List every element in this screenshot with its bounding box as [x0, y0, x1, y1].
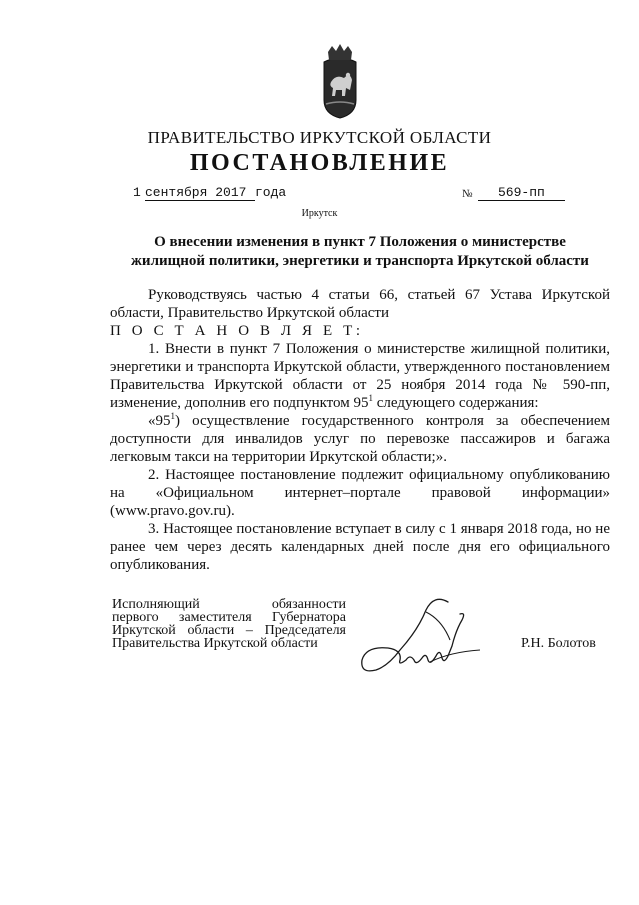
item-2-line: на «Официальном интернет–портале правовой информации» — [110, 485, 610, 501]
place-of-issue: Иркутск — [301, 208, 338, 219]
preamble-paragraph: Руководствуясь частью 4 статьи 66, статьей 67 Устава Иркутской области, Правительство Иркутской области — [110, 287, 610, 321]
signer-name: Р.Н. Болотов — [521, 636, 596, 651]
document-body — [110, 286, 610, 574]
signer-position — [112, 598, 346, 650]
item-3-paragraph: 3. Настоящее постановление вступает в силу с 1 января 2018 года, но не ранее чем через десять календарных дней после дня его официального опубликования. — [110, 521, 610, 573]
signer-position-line: Иркутской области – Председателя — [112, 623, 346, 638]
item-2-line: 2. Настоящее постановление подлежит официальному опубликованию — [148, 467, 610, 483]
handwritten-signature-icon — [330, 590, 490, 685]
item-2-line: (www.pravo.gov.ru). — [110, 503, 235, 519]
date-day: 1 — [133, 185, 141, 200]
number-sign: № — [462, 188, 473, 200]
document-number: 569-пп — [478, 185, 565, 201]
date-year-label: года — [255, 185, 287, 200]
signer-position-line: Исполняющий обязанности — [112, 597, 346, 612]
document-type-title: ПОСТАНОВЛЕНИЕ — [189, 150, 450, 176]
document-subject — [110, 233, 610, 271]
signer-position-line: Правительства Иркутской области — [112, 636, 318, 651]
issuing-authority: ПРАВИТЕЛЬСТВО ИРКУТСКОЙ ОБЛАСТИ — [147, 128, 492, 147]
decree-word: П О С Т А Н О В Л Я Е Т: — [110, 323, 364, 339]
item-1-paragraph: 1. Внести в пункт 7 Положения о министерстве жилищной политики, энергетики и транспорта Иркутской области, утвержденного постановлением Правительства Иркутской области от 25 ноября 2014 года № 590-пп, изменение, дополнив его подпунктом $95^1$ следующего содержания: — [110, 341, 610, 411]
date-month-year: сентября 2017 — [145, 185, 255, 201]
irkutsk-coat-of-arms-icon — [318, 42, 362, 120]
subject-line: жилищной политики, энергетики и транспорта Иркутской области — [131, 253, 589, 269]
signer-position-line: первого заместителя Губернатора — [112, 610, 346, 625]
subject-line: О внесении изменения в пункт 7 Положения о министерстве — [154, 234, 566, 250]
quoted-subitem-paragraph: «$95^1$) осуществление государственного контроля за обеспечением доступности для инвалидов услуг по перевозке пассажиров и багажа легковым такси на территории Иркутской области;». — [110, 411, 610, 465]
